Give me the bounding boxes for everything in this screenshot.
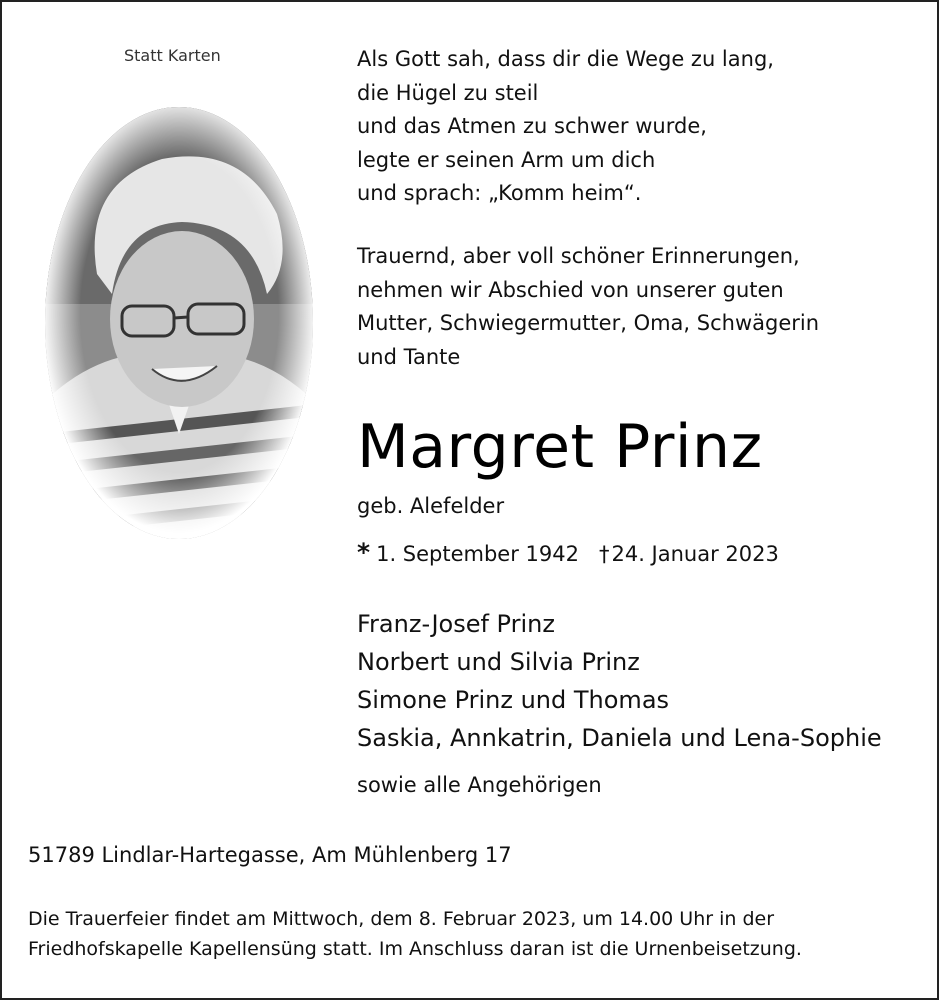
poem-line: und das Atmen zu schwer wurde,	[357, 114, 707, 138]
birth-star-symbol: *	[357, 538, 371, 567]
poem-line: Als Gott sah, dass dir die Wege zu lang,	[357, 47, 774, 71]
life-dates	[357, 537, 779, 570]
service-line: Friedhofskapelle Kapellensüng statt. Im Anschluss daran ist die Urnenbeisetzung.	[28, 938, 802, 960]
service-info	[28, 904, 918, 964]
poem-line: legte er seinen Arm um dich	[357, 147, 656, 172]
family-member: Simone Prinz und Thomas	[357, 686, 670, 714]
birth-name: geb. Alefelder	[357, 494, 505, 518]
family-list	[357, 605, 882, 757]
intro-line: nehmen wir Abschied von unserer guten	[357, 277, 784, 302]
family-member: Franz-Josef Prinz	[357, 610, 555, 638]
poem-line: und sprach: „Komm heim“.	[357, 181, 642, 205]
poem	[357, 43, 917, 211]
intro-line: Trauernd, aber voll schöner Erinnerungen,	[357, 244, 800, 268]
intro-line: Mutter, Schwiegermutter, Oma, Schwägerin	[357, 311, 820, 335]
intro-text	[357, 240, 927, 374]
death-cross-symbol: †	[598, 542, 610, 566]
poem-line: die Hügel zu steil	[357, 80, 539, 105]
death-date: 24. Januar 2023	[611, 542, 779, 566]
service-line: Die Trauerfeier findet am Mittwoch, dem 8. Februar 2023, um 14.00 Uhr in der	[28, 908, 775, 930]
intro-line: und Tante	[357, 344, 461, 369]
deceased-name: Margret Prinz	[357, 412, 763, 482]
address: 51789 Lindlar-Hartegasse, Am Mühlenberg 17	[28, 843, 512, 867]
family-member: Norbert und Silvia Prinz	[357, 648, 640, 676]
family-member: Saskia, Annkatrin, Daniela und Lena-Sophie	[357, 724, 882, 752]
other-relatives: sowie alle Angehörigen	[357, 773, 602, 797]
statt-karten-label: Statt Karten	[124, 46, 221, 65]
birth-date: 1. September 1942	[376, 542, 579, 566]
portrait-photo	[42, 104, 317, 542]
